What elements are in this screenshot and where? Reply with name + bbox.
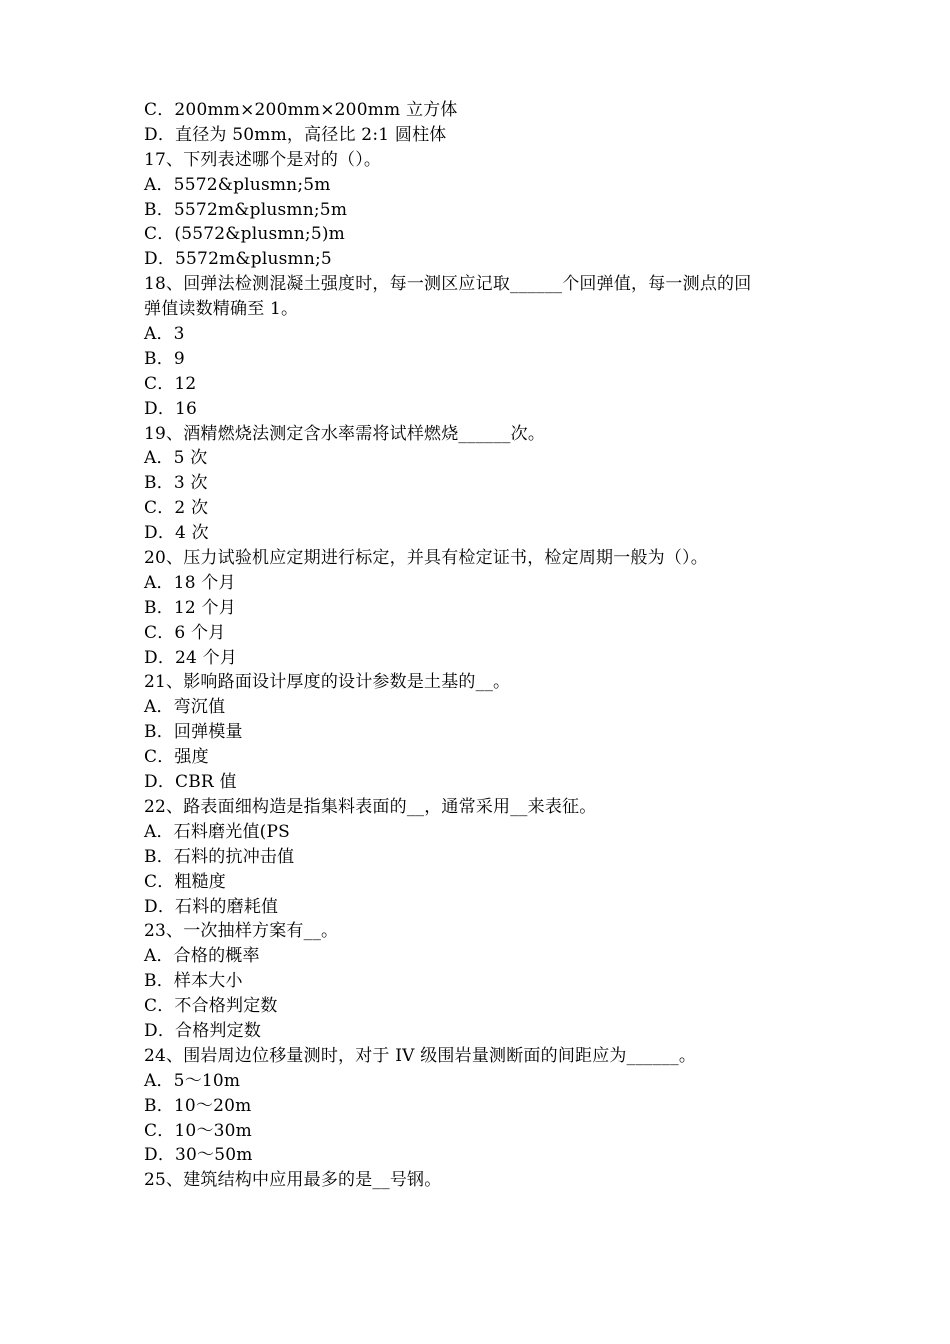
option-d-q18: D．16 — [144, 398, 198, 419]
option-c-q17: C．(5572&plusmn;5)m — [144, 224, 345, 245]
question-18-line-2: 弹值读数精确至 1。 — [144, 299, 299, 320]
option-b-q23: B．样本大小 — [144, 971, 243, 992]
option-a-q18: A．3 — [144, 324, 185, 345]
option-d-q17: D．5572m&plusmn;5 — [144, 249, 332, 270]
option-b-q18: B．9 — [144, 348, 185, 369]
question-19: 19、酒精燃烧法测定含水率需将试样燃烧______次。 — [144, 423, 546, 444]
option-a-q22: A．石料磨光值(PS — [144, 821, 290, 842]
option-a-q20: A．18 个月 — [144, 572, 236, 593]
option-b-q24: B．10～20m — [144, 1095, 252, 1116]
option-b-q21: B．回弹模量 — [144, 722, 243, 743]
document-page — [144, 98, 824, 1193]
option-d-q20: D．24 个月 — [144, 647, 238, 668]
option-a-q24: A．5～10m — [144, 1070, 241, 1091]
question-18-line-1: 18、回弹法检测混凝土强度时，每一测区应记取______个回弹值，每一测点的回 — [144, 274, 752, 295]
option-c-q24: C．10～30m — [144, 1120, 252, 1141]
option-d-q19: D．4 次 — [144, 523, 209, 544]
option-c-q18: C．12 — [144, 373, 197, 394]
option-b-q17: B．5572m&plusmn;5m — [144, 199, 348, 220]
question-22: 22、路表面细构造是指集料表面的__，通常采用__来表征。 — [144, 796, 597, 817]
question-24: 24、围岩周边位移量测时，对于 IV 级围岩量测断面的间距应为______。 — [144, 1045, 697, 1066]
option-d-q22: D．石料的磨耗值 — [144, 896, 279, 917]
option-a-q17: A．5572&plusmn;5m — [144, 174, 331, 195]
option-c-q16: C．200mm×200mm×200mm 立方体 — [144, 100, 458, 120]
option-b-q20: B．12 个月 — [144, 597, 236, 618]
question-25: 25、建筑结构中应用最多的是__号钢。 — [144, 1170, 442, 1191]
question-17: 17、下列表述哪个是对的（）。 — [144, 149, 382, 170]
option-c-q23: C．不合格判定数 — [144, 996, 278, 1017]
option-a-q19: A．5 次 — [144, 448, 208, 469]
option-d-q21: D．CBR 值 — [144, 772, 237, 793]
option-d-q16: D．直径为 50mm，高径比 2:1 圆柱体 — [144, 124, 447, 145]
option-b-q22: B．石料的抗冲击值 — [144, 846, 295, 867]
option-a-q23: A．合格的概率 — [144, 946, 260, 967]
option-c-q22: C．粗糙度 — [144, 871, 227, 892]
option-c-q20: C．6 个月 — [144, 622, 226, 643]
option-b-q19: B．3 次 — [144, 473, 208, 494]
question-21: 21、影响路面设计厚度的设计参数是土基的__。 — [144, 672, 511, 693]
option-d-q24: D．30～50m — [144, 1145, 253, 1166]
option-d-q23: D．合格判定数 — [144, 1020, 262, 1041]
option-c-q21: C．强度 — [144, 747, 209, 768]
question-23: 23、一次抽样方案有__。 — [144, 921, 339, 942]
option-c-q19: C．2 次 — [144, 498, 209, 519]
question-20: 20、压力试验机应定期进行标定，并具有检定证书，检定周期一般为（）。 — [144, 548, 708, 569]
option-a-q21: A．弯沉值 — [144, 697, 226, 718]
